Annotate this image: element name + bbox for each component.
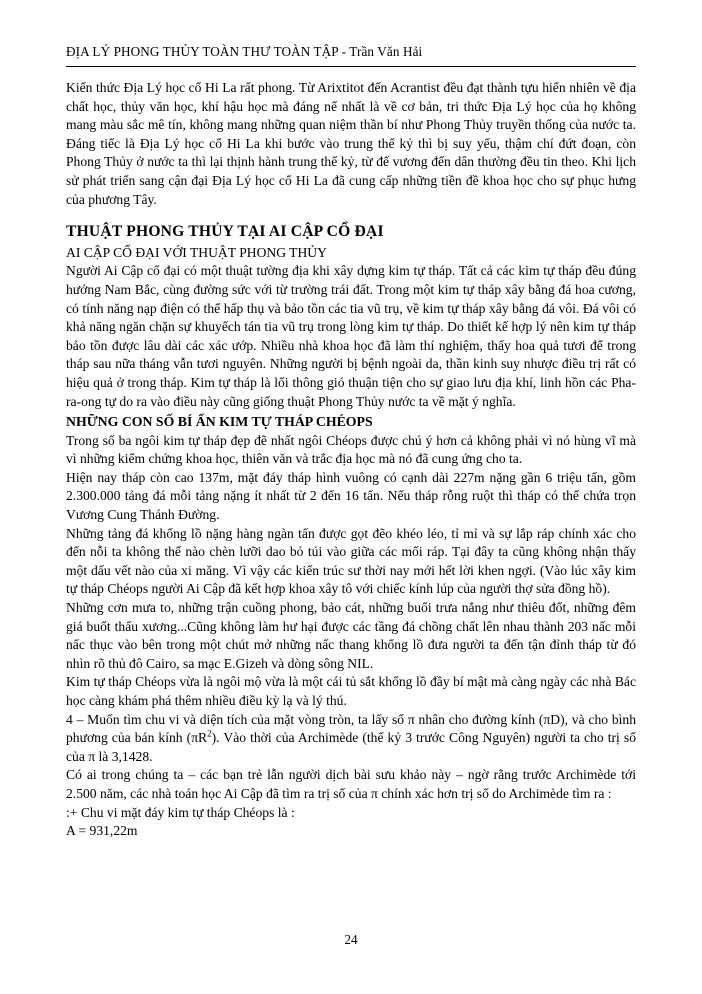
sub-title-cheops: NHỮNG CON SỐ BÍ ẨN KIM TỰ THÁP CHÉOPS	[66, 414, 373, 430]
paragraph-pi-1-part-b: ). Vào thời của Archimède (thế kỷ 3 trước Công Nguyên) người ta cho trị số của π là 3,1428.	[66, 730, 636, 764]
page-header: ĐỊA LÝ PHONG THỦY TOÀN THƯ TOÀN TẬP - Trần Văn Hải	[66, 44, 423, 59]
paragraph-pi-3: :+ Chu vi mặt đáy kim tự tháp Chéops là :	[66, 804, 295, 820]
paragraph-pi-1	[66, 711, 636, 767]
paragraph-intro: Kiến thức Địa Lý học cổ Hi La rất phong. Từ Arixtitot đến Acrantist đều đạt thành tựu hiển nhiên về địa chất học, thủy văn học, khí hậu học mà đáng nể nhất là về cơ bản, tri thức Địa Lý học của họ không mang màu sắc mê tín, không mang những quan niệm thần bí như Phong Thủy truyền thống của nước ta. Đáng tiếc là Địa Lý học cổ Hi La khi bước vào trung thế kỷ thì bị suy yếu, thậm chí đứt đoạn, còn Phong Thủy ở nước ta thì lại thịnh hành trung thế kỷ, từ đế vương đến dân thường đều tin theo. Khi lịch sử phát triển sang cận đại Địa Lý học cổ Hi La đã cung cấp những tiền đề khoa học cho sự phục hưng của phương Tây.	[66, 80, 636, 207]
paragraph-cheops-2: Hiện nay tháp còn cao 137m, mặt đáy tháp hình vuông có cạnh dài 227m nặng gần 6 triệu tấn, gồm 2.300.000 tảng đá mỗi tảng nặng ít nhất từ 2 đến 16 tấn. Nếu tháp rỗng ruột thì tháp có thể chứa trọn Vương Cung Thánh Đường.	[66, 469, 636, 523]
paragraph-cheops-1: Trong số ba ngôi kim tự tháp đẹp đẽ nhất ngôi Chéops được chú ý hơn cả không phải vì nó hùng vĩ mà vì những kiểm chứng khoa học, thiên văn và trắc địa học mà nó đã cung ứng cho ta.	[66, 432, 636, 467]
page-number: 24	[344, 932, 358, 947]
paragraph-cheops-3: Những tảng đá khổng lồ nặng hàng ngàn tấn được gọt đẽo khéo léo, tỉ mỉ và sự lắp ráp chính xác cho đến nỗi ta không thể nào chèn lưỡi dao bỏ túi vào giữa các mối ráp. Tại đây ta cũng không nhận thấy một dấu vết nào của xi măng. Vì vậy các kiến trúc sư thời nay mới hết lời khen ngợi. (Vào lúc xây kim tự tháp Chéops người Ai Cập đã kết hợp khoa xây tô với chiếc kính lúp của người thợ sửa đồng hồ).	[66, 525, 636, 597]
document-body	[66, 79, 636, 841]
paragraph-cheops-4: Những cơn mưa to, những trận cuồng phong, bảo cát, những buổi trưa nắng như thiêu đốt, những đêm giá buốt thấu xương...Cũng không làm hư hại được các tầng đá chồng chất lên nhau thành 203 nấc mỗi nấc thục vào bên trong một chút mở những nấc thang khổng lồ đưa người ta đến tận đỉnh tháp từ đó nhìn rõ thủ đô Cairo, sa mạc E.Gizeh và dòng sông NIL.	[66, 600, 636, 671]
paragraph-cheops-5: Kim tự tháp Chéops vừa là ngôi mộ vừa là một cái tủ sắt khổng lồ đầy bí mật mà càng ngày các nhà Bác học càng khám phá thêm nhiều điều kỳ lạ và lý thú.	[66, 674, 636, 708]
paragraph-pi-1-part-a: 4 – Muốn tìm chu vi và diện tích của mặt vòng tròn, ta lấy số π nhân cho đường kính (πD), và cho bình phương của bán kính (πR	[66, 711, 636, 746]
paragraph-egypt: Người Ai Cập cổ đại có một thuật tường địa khi xây dựng kim tự tháp. Tất cả các kim tự tháp đều đúng hướng Nam Bắc, cùng đường sức với từ trường trái đất. Trong một kim tự tháp xây bằng đá hoa cương, có tính năng nạp điện có thể hấp thụ và bảo tồn các tia vũ trụ, về kim tự tháp xây bằng đá vôi. Đá vôi có khả năng ngăn chặn sự khuyếch tán tia vũ trụ trong lòng kim tự tháp. Do thiết kế hợp lý nên kim tự tháp bảo tồn được lâu dài các xác ướp. Nhiều nhà khoa học đã làm thí nghiệm, thấy hoa quả tươi để trong tháp sau nữa tháng vẫn tươi nguyên. Những người bị bệnh ngoài da, thần kinh suy nhược điều trị rất có hiệu quả ở trong tháp. Kim tự tháp là lối thông gió thuận tiện cho sự giao lưu địa khí, linh hồn các Pha-ra-ong tự do ra vào điều này cũng giống thuật Phong Thủy nước ta về mặt ý nghĩa.	[66, 263, 636, 409]
header-divider	[66, 66, 636, 67]
exponent-two: 2	[207, 728, 212, 739]
sub-title: AI CẬP CỔ ĐẠI VỚI THUẬT PHONG THỦY	[66, 244, 327, 260]
paragraph-pi-4: A = 931,22m	[66, 823, 138, 839]
paragraph-pi-2: Có ai trong chúng ta – các bạn trẻ lẫn người dịch bài sưu khảo này – ngờ rằng trước Archimède tới 2.500 năm, các nhà toán học Ai Cập đã tìm ra trị số của π chính xác hơn trị số do Archimède tìm ra :	[66, 767, 636, 801]
spacer	[66, 209, 636, 223]
section-title: THUẬT PHONG THỦY TẠI AI CẬP CỔ ĐẠI	[66, 223, 384, 241]
